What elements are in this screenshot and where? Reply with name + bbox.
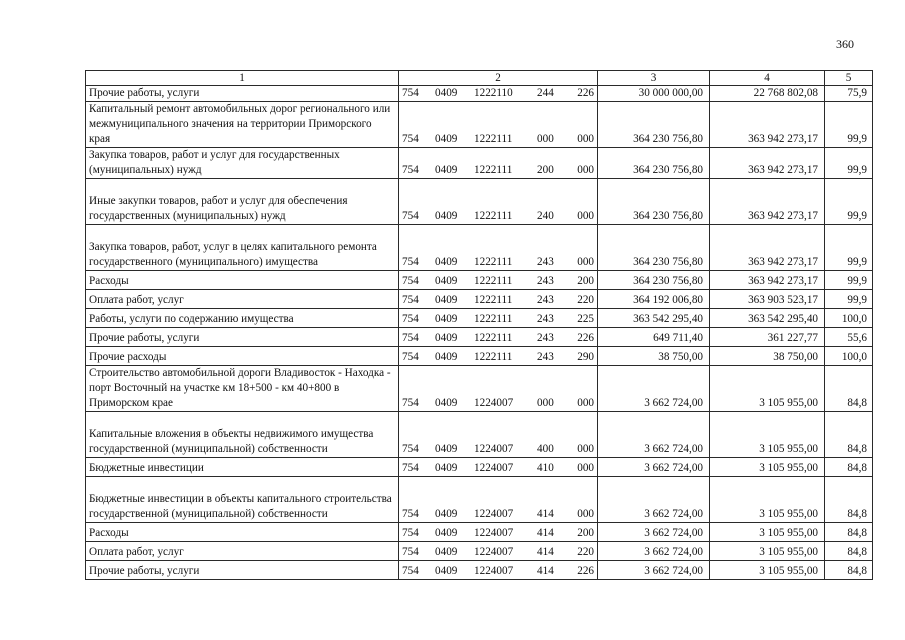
plan-amount: 3 662 724,00 <box>598 561 710 580</box>
table-row <box>86 225 873 271</box>
code-part: 226 <box>577 87 594 99</box>
row-codes <box>399 477 598 523</box>
table-row <box>86 458 873 477</box>
table-row <box>86 102 873 148</box>
table-row <box>86 347 873 366</box>
code-part: 226 <box>577 332 594 344</box>
percent-executed: 99,9 <box>825 271 873 290</box>
code-part: 754 <box>402 164 419 176</box>
code-part: 754 <box>402 133 419 145</box>
row-name: Расходы <box>86 523 399 542</box>
code-part: 243 <box>537 351 554 363</box>
code-part: 754 <box>402 527 419 539</box>
column-header: 2 <box>399 71 598 86</box>
row-name: Прочие работы, услуги <box>86 561 399 580</box>
code-part: 0409 <box>435 462 458 474</box>
budget-table <box>85 70 873 580</box>
code-part: 754 <box>402 313 419 325</box>
row-codes <box>399 102 598 148</box>
code-part: 0409 <box>435 332 458 344</box>
code-part: 0409 <box>435 164 458 176</box>
code-part: 414 <box>537 508 554 520</box>
code-part: 754 <box>402 351 419 363</box>
table-row <box>86 561 873 580</box>
row-name: Оплата работ, услуг <box>86 290 399 309</box>
code-part: 1222111 <box>474 294 513 306</box>
actual-amount: 361 227,77 <box>710 328 825 347</box>
code-part: 000 <box>537 133 554 145</box>
percent-executed: 84,8 <box>825 458 873 477</box>
actual-amount: 3 105 955,00 <box>710 477 825 523</box>
code-part: 000 <box>577 133 594 145</box>
row-codes <box>399 328 598 347</box>
actual-amount: 3 105 955,00 <box>710 523 825 542</box>
row-codes <box>399 86 598 102</box>
code-part: 414 <box>537 546 554 558</box>
row-name: Капитальные вложения в объекты недвижимого имущества государственной (муниципальной) собственности <box>86 412 399 458</box>
plan-amount: 3 662 724,00 <box>598 458 710 477</box>
percent-executed: 84,8 <box>825 366 873 412</box>
percent-executed: 100,0 <box>825 309 873 328</box>
code-part: 1222110 <box>474 87 513 99</box>
row-name: Закупка товаров, работ, услуг в целях капитального ремонта государственного (муниципального) имущества <box>86 225 399 271</box>
code-part: 1222111 <box>474 332 513 344</box>
row-name: Прочие расходы <box>86 347 399 366</box>
code-part: 220 <box>577 546 594 558</box>
table-row <box>86 328 873 347</box>
plan-amount: 3 662 724,00 <box>598 523 710 542</box>
percent-executed: 75,9 <box>825 86 873 102</box>
actual-amount: 3 105 955,00 <box>710 412 825 458</box>
row-codes <box>399 412 598 458</box>
code-part: 754 <box>402 443 419 455</box>
actual-amount: 363 903 523,17 <box>710 290 825 309</box>
row-codes <box>399 523 598 542</box>
table-row <box>86 412 873 458</box>
code-part: 243 <box>537 313 554 325</box>
plan-amount: 364 230 756,80 <box>598 148 710 179</box>
row-codes <box>399 458 598 477</box>
page-number: 360 <box>836 37 854 51</box>
actual-amount: 3 105 955,00 <box>710 561 825 580</box>
code-part: 1224007 <box>474 527 514 539</box>
code-part: 754 <box>402 256 419 268</box>
plan-amount: 3 662 724,00 <box>598 542 710 561</box>
code-part: 1222111 <box>474 275 513 287</box>
plan-amount: 364 230 756,80 <box>598 271 710 290</box>
table-row <box>86 477 873 523</box>
table-row <box>86 148 873 179</box>
actual-amount: 363 942 273,17 <box>710 271 825 290</box>
table-row <box>86 179 873 225</box>
code-part: 1224007 <box>474 462 514 474</box>
row-name: Бюджетные инвестиции в объекты капитального строительства государственной (муниципальной) собственности <box>86 477 399 523</box>
code-part: 754 <box>402 565 419 577</box>
code-part: 0409 <box>435 275 458 287</box>
row-codes <box>399 542 598 561</box>
table-row <box>86 86 873 102</box>
code-part: 000 <box>537 397 554 409</box>
row-codes <box>399 309 598 328</box>
code-part: 1222111 <box>474 313 513 325</box>
code-part: 000 <box>577 443 594 455</box>
code-part: 220 <box>577 294 594 306</box>
code-part: 414 <box>537 527 554 539</box>
row-codes <box>399 561 598 580</box>
code-part: 000 <box>577 164 594 176</box>
code-part: 243 <box>537 256 554 268</box>
code-part: 0409 <box>435 313 458 325</box>
plan-amount: 3 662 724,00 <box>598 412 710 458</box>
code-part: 000 <box>577 210 594 222</box>
code-part: 414 <box>537 565 554 577</box>
row-name: Бюджетные инвестиции <box>86 458 399 477</box>
code-part: 1224007 <box>474 397 514 409</box>
row-name: Прочие работы, услуги <box>86 86 399 102</box>
code-part: 0409 <box>435 294 458 306</box>
table-row <box>86 542 873 561</box>
header-row <box>86 71 873 86</box>
percent-executed: 84,8 <box>825 412 873 458</box>
code-part: 400 <box>537 443 554 455</box>
code-part: 226 <box>577 565 594 577</box>
percent-executed: 100,0 <box>825 347 873 366</box>
actual-amount: 22 768 802,08 <box>710 86 825 102</box>
percent-executed: 84,8 <box>825 477 873 523</box>
code-part: 243 <box>537 275 554 287</box>
row-codes <box>399 347 598 366</box>
code-part: 000 <box>577 397 594 409</box>
plan-amount: 364 230 756,80 <box>598 225 710 271</box>
code-part: 225 <box>577 313 594 325</box>
actual-amount: 363 942 273,17 <box>710 179 825 225</box>
row-name: Закупка товаров, работ и услуг для государственных (муниципальных) нужд <box>86 148 399 179</box>
row-name: Строительство автомобильной дороги Владивосток - Находка - порт Восточный на участке км 18+500 - км 40+800 в Приморском крае <box>86 366 399 412</box>
plan-amount: 364 230 756,80 <box>598 179 710 225</box>
row-codes <box>399 179 598 225</box>
plan-amount: 649 711,40 <box>598 328 710 347</box>
row-name: Оплата работ, услуг <box>86 542 399 561</box>
code-part: 754 <box>402 462 419 474</box>
code-part: 0409 <box>435 351 458 363</box>
plan-amount: 38 750,00 <box>598 347 710 366</box>
code-part: 200 <box>537 164 554 176</box>
code-part: 1224007 <box>474 443 514 455</box>
percent-executed: 55,6 <box>825 328 873 347</box>
table-body <box>86 86 873 580</box>
percent-executed: 99,9 <box>825 148 873 179</box>
code-part: 244 <box>537 87 554 99</box>
column-header: 1 <box>86 71 399 86</box>
percent-executed: 99,9 <box>825 102 873 148</box>
code-part: 754 <box>402 210 419 222</box>
plan-amount: 3 662 724,00 <box>598 366 710 412</box>
actual-amount: 3 105 955,00 <box>710 366 825 412</box>
code-part: 1222111 <box>474 133 513 145</box>
code-part: 754 <box>402 294 419 306</box>
plan-amount: 30 000 000,00 <box>598 86 710 102</box>
code-part: 243 <box>537 294 554 306</box>
code-part: 1222111 <box>474 256 513 268</box>
code-part: 0409 <box>435 210 458 222</box>
code-part: 0409 <box>435 508 458 520</box>
column-header: 5 <box>825 71 873 86</box>
code-part: 243 <box>537 332 554 344</box>
percent-executed: 99,9 <box>825 179 873 225</box>
actual-amount: 38 750,00 <box>710 347 825 366</box>
code-part: 0409 <box>435 546 458 558</box>
actual-amount: 3 105 955,00 <box>710 458 825 477</box>
table-row <box>86 366 873 412</box>
row-codes <box>399 271 598 290</box>
actual-amount: 363 542 295,40 <box>710 309 825 328</box>
plan-amount: 363 542 295,40 <box>598 309 710 328</box>
actual-amount: 363 942 273,17 <box>710 225 825 271</box>
row-name: Прочие работы, услуги <box>86 328 399 347</box>
code-part: 1222111 <box>474 164 513 176</box>
percent-executed: 84,8 <box>825 561 873 580</box>
code-part: 1222111 <box>474 351 513 363</box>
percent-executed: 84,8 <box>825 542 873 561</box>
percent-executed: 99,9 <box>825 225 873 271</box>
code-part: 000 <box>577 256 594 268</box>
code-part: 0409 <box>435 256 458 268</box>
code-part: 0409 <box>435 443 458 455</box>
table-row <box>86 523 873 542</box>
percent-executed: 84,8 <box>825 523 873 542</box>
row-name: Работы, услуги по содержанию имущества <box>86 309 399 328</box>
code-part: 754 <box>402 397 419 409</box>
row-codes <box>399 148 598 179</box>
row-codes <box>399 290 598 309</box>
code-part: 290 <box>577 351 594 363</box>
code-part: 0409 <box>435 87 458 99</box>
code-part: 754 <box>402 275 419 287</box>
row-codes <box>399 366 598 412</box>
code-part: 754 <box>402 508 419 520</box>
table-row <box>86 271 873 290</box>
code-part: 200 <box>577 527 594 539</box>
code-part: 200 <box>577 275 594 287</box>
row-name: Капитальный ремонт автомобильных дорог регионального или межмуниципального значения на территории Приморского края <box>86 102 399 148</box>
actual-amount: 3 105 955,00 <box>710 542 825 561</box>
code-part: 1224007 <box>474 546 514 558</box>
table-row <box>86 309 873 328</box>
percent-executed: 99,9 <box>825 290 873 309</box>
code-part: 0409 <box>435 133 458 145</box>
code-part: 0409 <box>435 397 458 409</box>
row-name: Расходы <box>86 271 399 290</box>
table-row <box>86 290 873 309</box>
code-part: 000 <box>577 462 594 474</box>
code-part: 1224007 <box>474 565 514 577</box>
code-part: 0409 <box>435 565 458 577</box>
row-codes <box>399 225 598 271</box>
plan-amount: 364 192 006,80 <box>598 290 710 309</box>
code-part: 1224007 <box>474 508 514 520</box>
plan-amount: 3 662 724,00 <box>598 477 710 523</box>
code-part: 410 <box>537 462 554 474</box>
code-part: 754 <box>402 332 419 344</box>
code-part: 000 <box>577 508 594 520</box>
actual-amount: 363 942 273,17 <box>710 148 825 179</box>
actual-amount: 363 942 273,17 <box>710 102 825 148</box>
plan-amount: 364 230 756,80 <box>598 102 710 148</box>
code-part: 240 <box>537 210 554 222</box>
code-part: 0409 <box>435 527 458 539</box>
code-part: 1222111 <box>474 210 513 222</box>
column-header: 4 <box>710 71 825 86</box>
code-part: 754 <box>402 87 419 99</box>
row-name: Иные закупки товаров, работ и услуг для обеспечения государственных (муниципальных) нужд <box>86 179 399 225</box>
code-part: 754 <box>402 546 419 558</box>
column-header: 3 <box>598 71 710 86</box>
